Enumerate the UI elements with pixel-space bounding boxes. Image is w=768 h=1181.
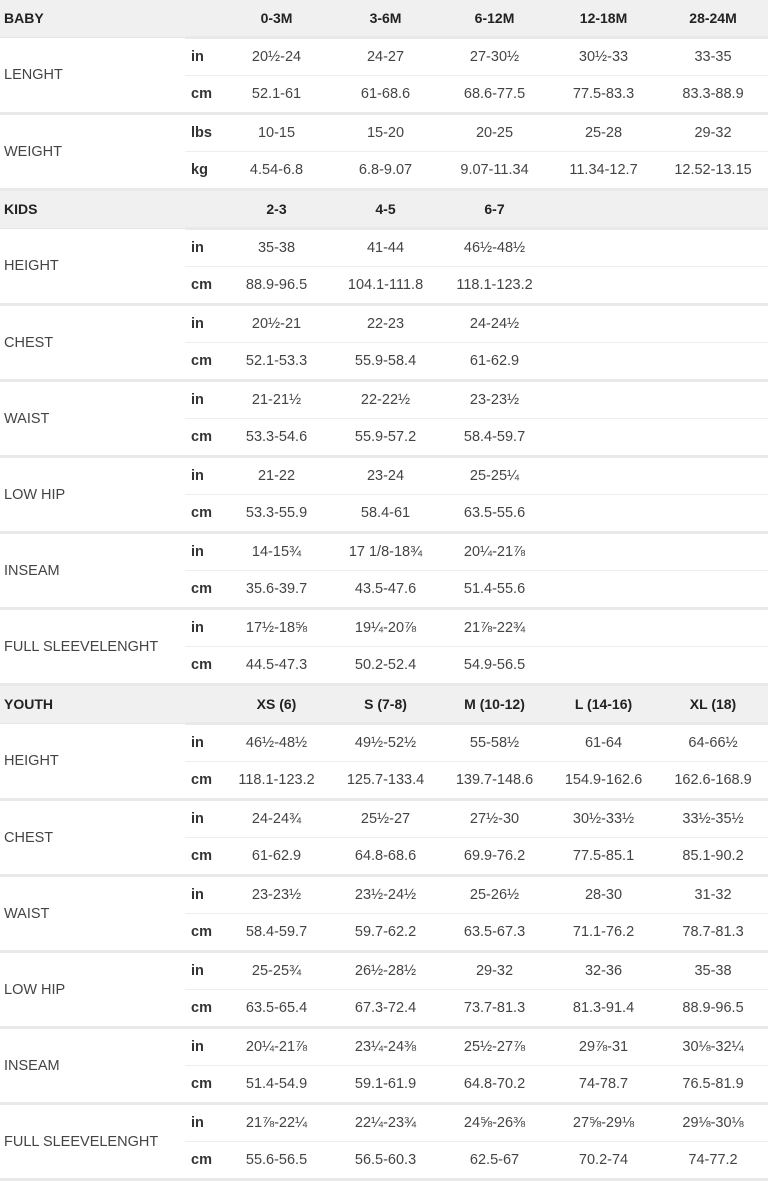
size-value: 52.1-61: [222, 76, 331, 114]
unit-label: cm: [185, 571, 222, 609]
size-value: 61-68.6: [331, 76, 440, 114]
size-value: 30½-33: [549, 38, 658, 76]
size-value: [549, 343, 658, 381]
size-value: 55.9-58.4: [331, 343, 440, 381]
size-value: 63.5-65.4: [222, 990, 331, 1028]
table-row: [0, 1028, 768, 1066]
size-header: [549, 190, 658, 229]
size-value: 54.9-56.5: [440, 647, 549, 685]
unit-label: cm: [185, 267, 222, 305]
size-value: 26½-28½: [331, 952, 440, 990]
size-header: [658, 190, 768, 229]
size-value: 162.6-168.9: [658, 762, 768, 800]
measure-label: LOW HIP: [0, 457, 185, 533]
size-header: M (10-12): [440, 685, 549, 724]
size-value: 53.3-54.6: [222, 419, 331, 457]
unit-label: cm: [185, 343, 222, 381]
size-value: 55.9-57.2: [331, 419, 440, 457]
size-header: 3-6M: [331, 0, 440, 38]
size-value: 25-25¾: [222, 952, 331, 990]
size-value: 85.1-90.2: [658, 838, 768, 876]
unit-label: in: [185, 1104, 222, 1142]
measure-label: FULL SLEEVELENGHT: [0, 609, 185, 685]
size-value: 77.5-85.1: [549, 838, 658, 876]
unit-label: in: [185, 952, 222, 990]
section-header: [0, 190, 768, 229]
size-value: 71.1-76.2: [549, 914, 658, 952]
size-value: 30⅛-32¼: [658, 1028, 768, 1066]
size-value: 20½-24: [222, 38, 331, 76]
size-value: 4.54-6.8: [222, 152, 331, 190]
size-value: 56.5-60.3: [331, 1142, 440, 1180]
size-value: 21-21½: [222, 381, 331, 419]
section-header: [0, 0, 768, 38]
size-value: 31-32: [658, 876, 768, 914]
size-value: [658, 305, 768, 343]
size-value: 58.4-59.7: [222, 914, 331, 952]
size-value: [658, 343, 768, 381]
section-kids: [0, 190, 768, 685]
size-value: 27⅝-29⅛: [549, 1104, 658, 1142]
unit-label: in: [185, 381, 222, 419]
unit-label: lbs: [185, 114, 222, 152]
table-row: [0, 305, 768, 343]
size-value: 27½-30: [440, 800, 549, 838]
size-value: [549, 267, 658, 305]
size-value: 81.3-91.4: [549, 990, 658, 1028]
size-value: 43.5-47.6: [331, 571, 440, 609]
table-row: [0, 114, 768, 152]
size-value: [549, 533, 658, 571]
size-value: 58.4-61: [331, 495, 440, 533]
unit-label: cm: [185, 838, 222, 876]
size-header: 28-24M: [658, 0, 768, 38]
size-header: XS (6): [222, 685, 331, 724]
size-value: 63.5-67.3: [440, 914, 549, 952]
table-row: [0, 724, 768, 762]
size-value: [658, 609, 768, 647]
size-value: 35-38: [658, 952, 768, 990]
size-value: 76.5-81.9: [658, 1066, 768, 1104]
size-value: [658, 495, 768, 533]
size-value: 28-30: [549, 876, 658, 914]
size-value: 24⅝-26⅜: [440, 1104, 549, 1142]
size-value: 53.3-55.9: [222, 495, 331, 533]
size-header: 6-7: [440, 190, 549, 229]
measure-label: WEIGHT: [0, 114, 185, 190]
size-value: 17 1/8-18¾: [331, 533, 440, 571]
size-value: 29-32: [658, 114, 768, 152]
size-value: 41-44: [331, 229, 440, 267]
size-value: 61-62.9: [222, 838, 331, 876]
size-value: [549, 381, 658, 419]
size-value: [658, 571, 768, 609]
size-value: 61-64: [549, 724, 658, 762]
size-value: 62.5-67: [440, 1142, 549, 1180]
size-value: 25½-27: [331, 800, 440, 838]
size-value: 29⅛-30⅛: [658, 1104, 768, 1142]
size-value: [658, 267, 768, 305]
unit-label: cm: [185, 762, 222, 800]
size-value: 17½-18⅝: [222, 609, 331, 647]
size-value: [549, 457, 658, 495]
size-value: 19¼-20⅞: [331, 609, 440, 647]
unit-label: in: [185, 800, 222, 838]
unit-label: cm: [185, 76, 222, 114]
measure-label: INSEAM: [0, 533, 185, 609]
size-value: 11.34-12.7: [549, 152, 658, 190]
size-value: [549, 495, 658, 533]
unit-label: in: [185, 724, 222, 762]
table-row: [0, 381, 768, 419]
size-value: 33½-35½: [658, 800, 768, 838]
size-value: 29-32: [440, 952, 549, 990]
section-title: BABY: [0, 0, 222, 38]
size-value: 46½-48½: [222, 724, 331, 762]
size-value: 68.6-77.5: [440, 76, 549, 114]
size-value: 77.5-83.3: [549, 76, 658, 114]
unit-label: in: [185, 876, 222, 914]
size-value: 64.8-68.6: [331, 838, 440, 876]
size-value: 88.9-96.5: [658, 990, 768, 1028]
size-value: 21⅞-22¼: [222, 1104, 331, 1142]
size-value: 15-20: [331, 114, 440, 152]
unit-label: cm: [185, 990, 222, 1028]
size-value: [658, 229, 768, 267]
table-row: [0, 876, 768, 914]
size-header: 4-5: [331, 190, 440, 229]
size-value: 27-30½: [440, 38, 549, 76]
unit-label: cm: [185, 419, 222, 457]
size-value: 58.4-59.7: [440, 419, 549, 457]
size-value: 20-25: [440, 114, 549, 152]
size-value: 139.7-148.6: [440, 762, 549, 800]
size-value: 125.7-133.4: [331, 762, 440, 800]
size-value: 49½-52½: [331, 724, 440, 762]
table-row: [0, 533, 768, 571]
size-value: [549, 571, 658, 609]
size-value: 73.7-81.3: [440, 990, 549, 1028]
unit-label: in: [185, 305, 222, 343]
table-row: [0, 1104, 768, 1142]
size-value: 20½-21: [222, 305, 331, 343]
size-value: 21-22: [222, 457, 331, 495]
unit-label: in: [185, 457, 222, 495]
size-header: 6-12M: [440, 0, 549, 38]
size-value: 23-24: [331, 457, 440, 495]
size-value: 55-58½: [440, 724, 549, 762]
size-value: 52.1-53.3: [222, 343, 331, 381]
size-value: 24-24¾: [222, 800, 331, 838]
size-value: 88.9-96.5: [222, 267, 331, 305]
unit-label: kg: [185, 152, 222, 190]
measure-label: CHEST: [0, 305, 185, 381]
size-value: 63.5-55.6: [440, 495, 549, 533]
size-value: 9.07-11.34: [440, 152, 549, 190]
unit-label: cm: [185, 495, 222, 533]
table-row: [0, 800, 768, 838]
measure-label: WAIST: [0, 876, 185, 952]
size-value: 118.1-123.2: [440, 267, 549, 305]
unit-label: cm: [185, 647, 222, 685]
size-value: [549, 609, 658, 647]
size-value: 78.7-81.3: [658, 914, 768, 952]
size-value: 24-24½: [440, 305, 549, 343]
size-header: 2-3: [222, 190, 331, 229]
size-value: 33-35: [658, 38, 768, 76]
size-value: 25-25¼: [440, 457, 549, 495]
section-title: KIDS: [0, 190, 222, 229]
size-value: 20¼-21⅞: [222, 1028, 331, 1066]
size-value: 22-23: [331, 305, 440, 343]
size-value: 69.9-76.2: [440, 838, 549, 876]
size-value: 23-23½: [440, 381, 549, 419]
unit-label: in: [185, 38, 222, 76]
table-row: [0, 609, 768, 647]
size-value: 118.1-123.2: [222, 762, 331, 800]
size-value: 55.6-56.5: [222, 1142, 331, 1180]
size-value: 25½-27⅞: [440, 1028, 549, 1066]
measure-label: WAIST: [0, 381, 185, 457]
size-value: 22¼-23¾: [331, 1104, 440, 1142]
section-baby: [0, 0, 768, 190]
size-value: [658, 381, 768, 419]
size-value: 59.1-61.9: [331, 1066, 440, 1104]
size-value: [549, 229, 658, 267]
size-value: 74-78.7: [549, 1066, 658, 1104]
size-value: 24-27: [331, 38, 440, 76]
size-value: [658, 419, 768, 457]
size-value: 154.9-162.6: [549, 762, 658, 800]
size-value: 23½-24½: [331, 876, 440, 914]
measure-label: INSEAM: [0, 1028, 185, 1104]
size-value: 64.8-70.2: [440, 1066, 549, 1104]
section-title: YOUTH: [0, 685, 222, 724]
size-value: 83.3-88.9: [658, 76, 768, 114]
size-value: 14-15¾: [222, 533, 331, 571]
measure-label: HEIGHT: [0, 724, 185, 800]
size-value: 44.5-47.3: [222, 647, 331, 685]
size-value: 30½-33½: [549, 800, 658, 838]
size-header: 0-3M: [222, 0, 331, 38]
table-row: [0, 229, 768, 267]
measure-label: CHEST: [0, 800, 185, 876]
unit-label: cm: [185, 1142, 222, 1180]
unit-label: cm: [185, 1066, 222, 1104]
size-value: [549, 305, 658, 343]
size-value: 70.2-74: [549, 1142, 658, 1180]
size-value: 59.7-62.2: [331, 914, 440, 952]
size-value: 74-77.2: [658, 1142, 768, 1180]
size-value: 51.4-54.9: [222, 1066, 331, 1104]
size-header: L (14-16): [549, 685, 658, 724]
size-value: 12.52-13.15: [658, 152, 768, 190]
section-youth: [0, 685, 768, 1180]
measure-label: LOW HIP: [0, 952, 185, 1028]
size-value: 23¼-24⅜: [331, 1028, 440, 1066]
size-value: 104.1-111.8: [331, 267, 440, 305]
table-row: [0, 38, 768, 76]
size-value: 10-15: [222, 114, 331, 152]
unit-label: cm: [185, 914, 222, 952]
size-header: XL (18): [658, 685, 768, 724]
size-value: [549, 419, 658, 457]
size-header: S (7-8): [331, 685, 440, 724]
unit-label: in: [185, 609, 222, 647]
unit-label: in: [185, 1028, 222, 1066]
table-row: [0, 952, 768, 990]
size-value: 20¼-21⅞: [440, 533, 549, 571]
size-value: 25-28: [549, 114, 658, 152]
size-value: 32-36: [549, 952, 658, 990]
size-value: 64-66½: [658, 724, 768, 762]
unit-label: in: [185, 229, 222, 267]
size-value: 46½-48½: [440, 229, 549, 267]
size-value: 51.4-55.6: [440, 571, 549, 609]
size-value: 35.6-39.7: [222, 571, 331, 609]
measure-label: HEIGHT: [0, 229, 185, 305]
size-value: [549, 647, 658, 685]
table-row: [0, 457, 768, 495]
measure-label: FULL SLEEVELENGHT: [0, 1104, 185, 1180]
size-value: 35-38: [222, 229, 331, 267]
section-header: [0, 685, 768, 724]
size-value: 6.8-9.07: [331, 152, 440, 190]
size-value: 22-22½: [331, 381, 440, 419]
size-value: 67.3-72.4: [331, 990, 440, 1028]
size-value: 61-62.9: [440, 343, 549, 381]
size-value: 29⅞-31: [549, 1028, 658, 1066]
size-value: 50.2-52.4: [331, 647, 440, 685]
size-value: 21⅞-22¾: [440, 609, 549, 647]
size-value: 23-23½: [222, 876, 331, 914]
unit-label: in: [185, 533, 222, 571]
measure-label: LENGHT: [0, 38, 185, 114]
size-value: [658, 647, 768, 685]
size-value: [658, 457, 768, 495]
size-value: [658, 533, 768, 571]
size-value: 25-26½: [440, 876, 549, 914]
size-header: 12-18M: [549, 0, 658, 38]
